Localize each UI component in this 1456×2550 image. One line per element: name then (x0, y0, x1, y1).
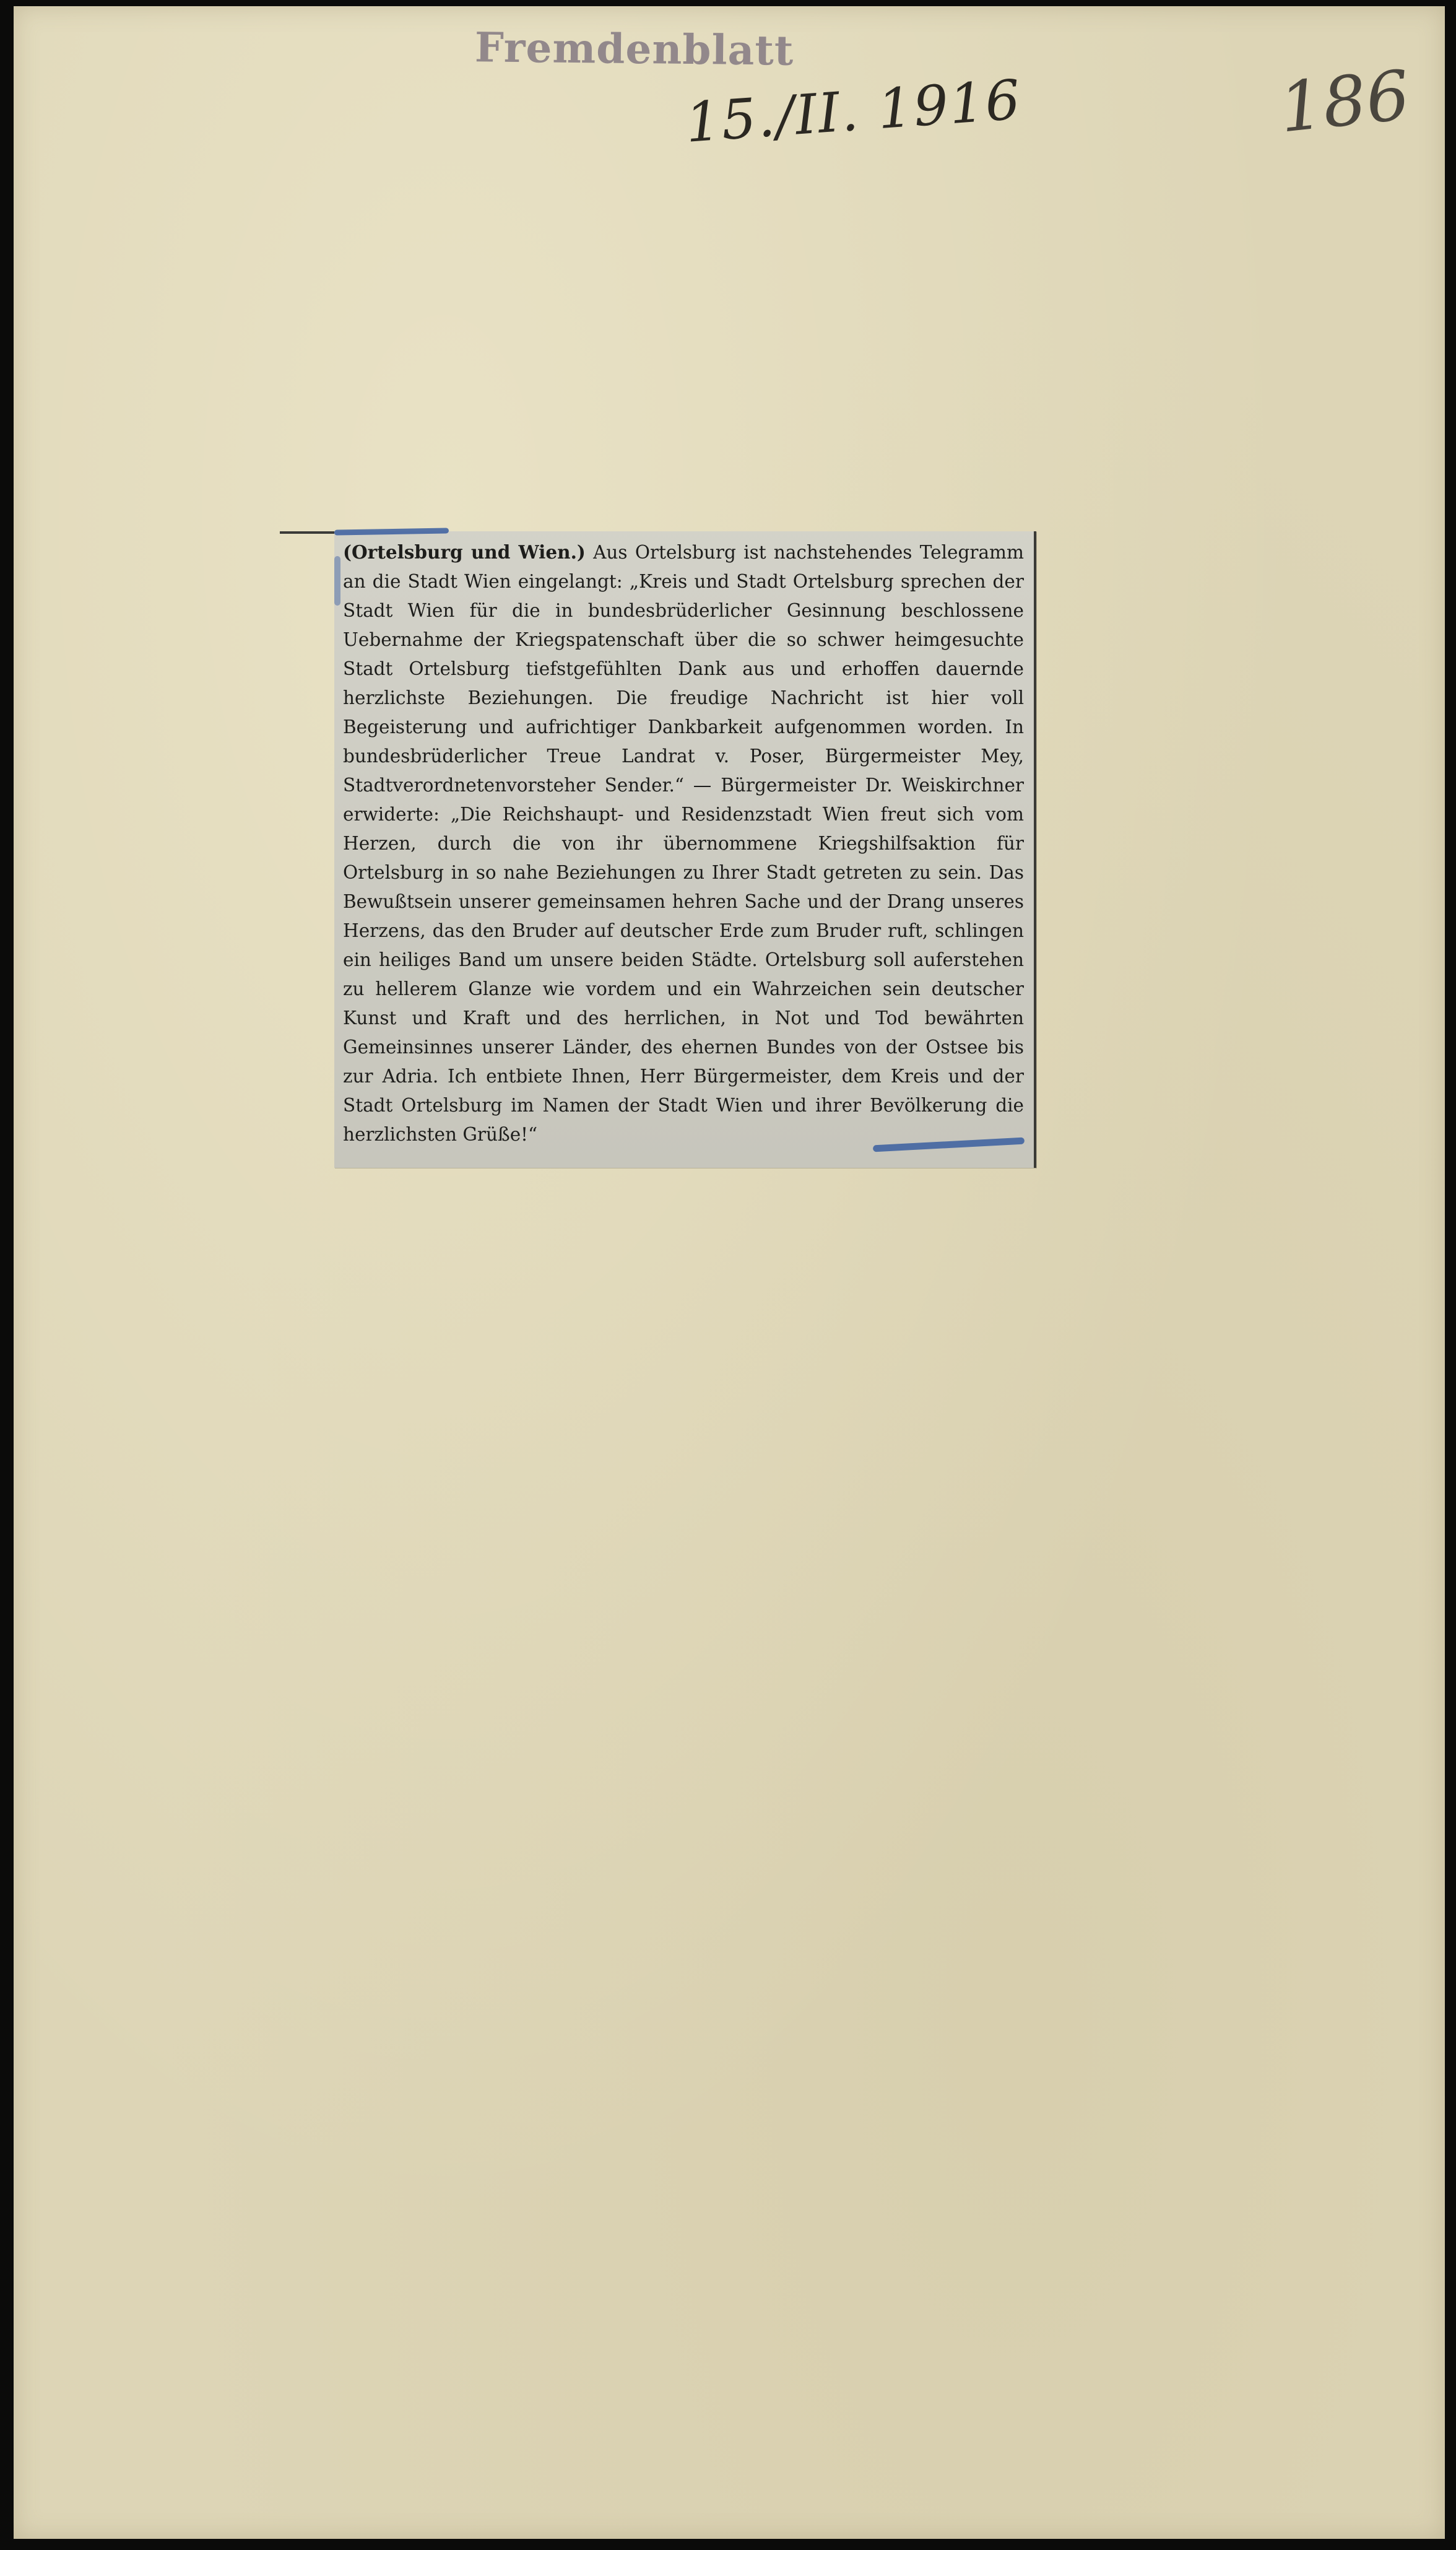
article-headline: (Ortelsburg und Wien.) (343, 541, 586, 563)
newspaper-stamp: Fremdenblatt (474, 23, 794, 75)
blue-pencil-mark-top (334, 528, 449, 535)
newspaper-clipping (334, 531, 1036, 1168)
handwritten-date: 15./II. 1916 (683, 67, 1023, 155)
article-text (343, 537, 1024, 1149)
blue-pencil-mark-left (334, 556, 340, 606)
article-body: Aus Ortelsburg ist nachstehendes Telegramm an die Stadt Wien eingelangt: „Kreis und Stadt Ortelsburg sprechen der Stadt Wien für die in bundesbrüderlicher Gesinnung beschlossene Uebernahme der Kriegspatenschaft über die so schwer heimgesuchte Stadt Ortelsburg tiefstgefühlten Dank aus und erhoffen dauernde herzlichste Beziehungen. Die freudige Nachricht ist hier voll Begeisterung und aufrichtiger Dankbarkeit aufgenommen worden. In bundesbrüderlicher Treue Landrat v. Poser, Bürgermeister Mey, Stadtverordnetenvorsteher Sender.“ — Bürgermeister Dr. Weiskirchner erwiderte: „Die Reichshaupt- und Residenzstadt Wien freut sich vom Herzen, durch die von ihr übernommene Kriegshilfsaktion für Ortelsburg in so nahe Beziehungen zu Ihrer Stadt getreten zu sein. Das Bewußtsein unserer gemeinsamen hehren Sache und der Drang unseres Herzens, das den Bruder auf deutscher Erde zum Bruder ruft, schlingen ein heiliges Band um unsere beiden Städte. Ortelsburg soll auferstehen zu hellerem Glanze wie vordem und ein Wahrzeichen sein deutscher Kunst und Kraft und des herrlichen, in Not und Tod bewährten Gemeinsinnes unserer Länder, des ehernen Bundes von der Ostsee bis zur Adria. Ich entbiete Ihnen, Herr Bürgermeister, dem Kreis und der Stadt Ortelsburg im Namen der Stadt Wien und ihrer Bevölkerung die herzlichsten Grüße!“ (343, 542, 1024, 1145)
page-number: 186 (1275, 55, 1414, 148)
archive-sheet (14, 6, 1445, 2539)
